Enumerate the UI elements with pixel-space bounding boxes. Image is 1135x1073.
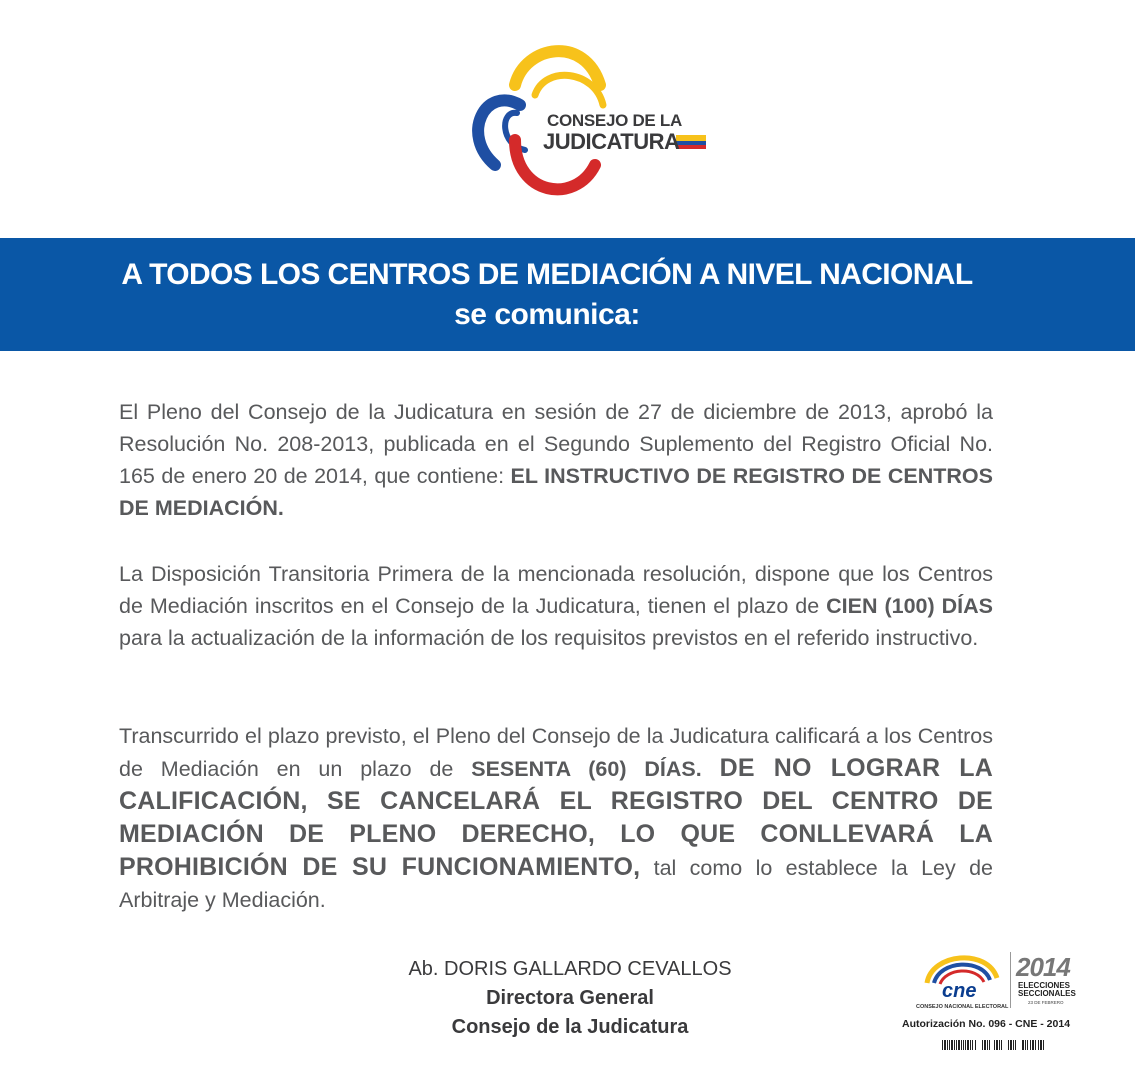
p3-big-warning: DE NO LOGRAR LA CALIFICACIÓN, SE CANCELARÁ EL REGISTRO DEL CENTRO DE MEDIACIÓN DE PLENO DERECHO, LO QUE CONLLEVARÁ LA PROHIBICIÓN DE SU FUNCIONAMIENTO,: [119, 754, 993, 881]
banner-title: A TODOS LOS CENTROS DE MEDIACIÓN A NIVEL NACIONAL: [121, 258, 973, 291]
cne-elections-date: 23 DE FEBRERO: [1028, 1000, 1064, 1005]
paragraph-disposition: [119, 558, 993, 654]
p1-bold: EL INSTRUCTIVO DE REGISTRO DE CENTROS DE MEDIACIÓN.: [119, 464, 993, 520]
banner-subtitle: se comunica:: [454, 298, 640, 331]
logo-line1: CONSEJO DE LA: [547, 111, 682, 130]
p2-text-a: La Disposición Transitoria Primera de la mencionada resolución, dispone que los Centros de Mediación inscritos en el Consejo de la Judicatura, tienen el plazo de: [119, 562, 993, 618]
p3-text-b: tal como lo establece la Ley de Arbitraje y Mediación.: [119, 856, 993, 912]
signatory-name: Ab. DORIS GALLARDO CEVALLOS: [408, 958, 732, 980]
paragraph-qualification: [119, 720, 993, 916]
p2-text-b: para la actualización de la información de los requisitos previstos en el referido instructivo.: [119, 626, 979, 650]
cne-authorization-number: Autorización No. 096 - CNE - 2014: [902, 1018, 1071, 1030]
announcement-banner: [0, 238, 1135, 351]
judicatura-logo: [455, 45, 725, 205]
cne-logo-word: cne: [942, 980, 977, 1002]
p1-text: El Pleno del Consejo de la Judicatura en sesión de 27 de diciembre de 2013, aprobó la Resolución No. 208-2013, publicada en el Segundo Suplemento del Registro Oficial No. 165 de enero 20 de 2014, que contiene:: [119, 400, 993, 488]
cne-elections-line1: ELECCIONES: [1018, 981, 1071, 990]
p3-bold: SESENTA (60) DÍAS.: [471, 757, 702, 781]
cne-divider: [1010, 952, 1012, 1008]
p3-text-a: Transcurrido el plazo previsto, el Pleno del Consejo de la Judicatura calificará a los Centros de Mediación en un plazo de: [119, 724, 993, 781]
cne-elections-line2: SECCIONALES: [1018, 989, 1076, 998]
paragraph-resolution: [119, 396, 993, 524]
barcode-icon: [942, 1040, 1052, 1050]
signatory-org: Consejo de la Judicatura: [451, 1016, 689, 1038]
cne-elections: [1018, 982, 1076, 998]
cne-authorization: [902, 948, 1112, 1058]
logo-line2: JUDICATURA: [543, 129, 680, 154]
signatory-role: Directora General: [486, 987, 654, 1009]
cne-year: 2014: [1016, 952, 1070, 982]
cne-logo-sub: CONSEJO NACIONAL ELECTORAL: [916, 1004, 1009, 1010]
p2-bold: CIEN (100) DÍAS: [826, 594, 993, 618]
